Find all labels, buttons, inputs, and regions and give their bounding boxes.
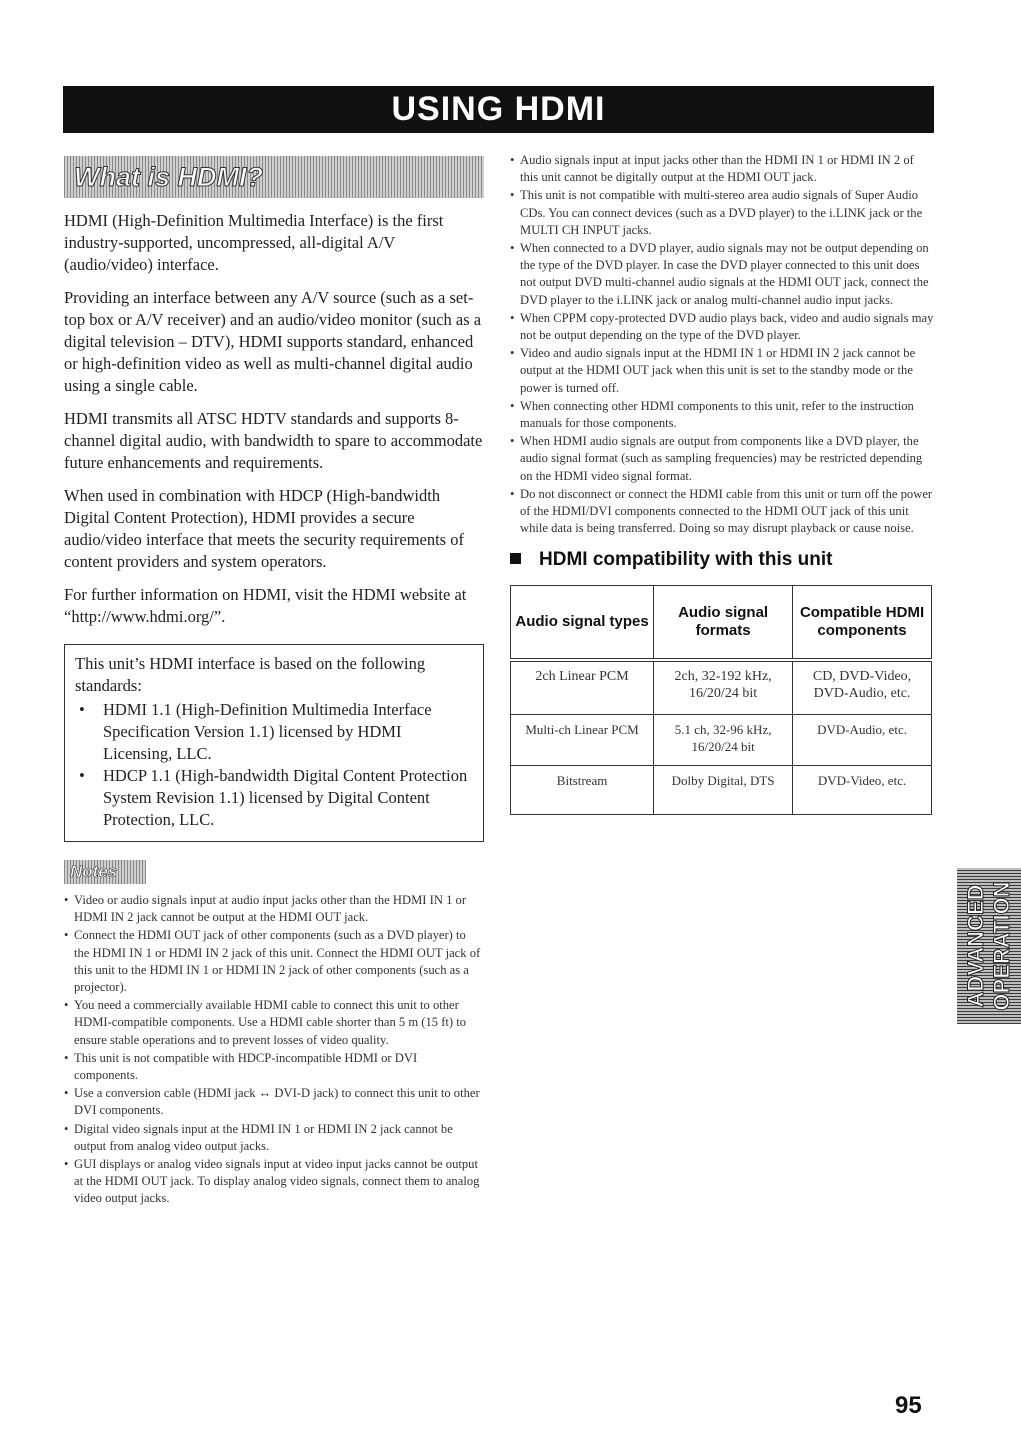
table-cell: Bitstream — [511, 766, 654, 815]
note-item: • Video and audio signals input at the HDMI IN 1 or HDMI IN 2 jack cannot be output at the HDMI OUT jack when this unit is set to the standby mode or the power is turned off. — [510, 345, 935, 397]
table-header: Audio signal types — [511, 586, 654, 661]
note-item: • This unit is not compatible with HDCP-incompatible HDMI or DVI components. — [64, 1050, 484, 1084]
side-tab-line: OPERATION — [989, 881, 1014, 1011]
standards-box — [64, 644, 484, 842]
compatibility-table — [510, 585, 932, 815]
note-item: • Connect the HDMI OUT jack of other components (such as a DVD player) to the HDMI IN 1 or HDMI IN 2 jack of this unit. Connect the HDMI OUT jack of this unit to the HDMI IN 1 or HDMI IN 2 jack of other components (such as a projector). — [64, 927, 484, 996]
side-tab-line: ADVANCED — [963, 884, 988, 1008]
table-row — [511, 715, 932, 766]
notes-list — [64, 892, 484, 1208]
page-banner: USING HDMI — [63, 86, 934, 133]
notes-heading: Notes — [64, 860, 146, 884]
standard-item: • HDMI 1.1 (High-Definition Multimedia Interface Specification Version 1.1) licensed by HDMI Licensing, LLC. — [75, 699, 473, 765]
side-tab-label — [957, 868, 1021, 1024]
standards-intro: This unit’s HDMI interface is based on the following standards: — [75, 654, 426, 695]
table-header: Audio signal formats — [654, 586, 793, 661]
table-cell: 2ch Linear PCM — [511, 660, 654, 715]
note-item: • Use a conversion cable (HDMI jack ↔ DVI-D jack) to connect this unit to other DVI components. — [64, 1085, 484, 1119]
section-side-tab — [957, 868, 1021, 1024]
table-cell: 2ch, 32-192 kHz, 16/20/24 bit — [654, 660, 793, 715]
intro-paragraph: HDMI (High-Definition Multimedia Interface) is the first industry-supported, uncompressed, all-digital A/V (audio/video) interface. — [64, 211, 444, 274]
note-item: • Audio signals input at input jacks other than the HDMI IN 1 or HDMI IN 2 of this unit cannot be digitally output at the HDMI OUT jack. — [510, 152, 935, 186]
table-cell: DVD-Video, etc. — [793, 766, 932, 815]
right-column — [510, 152, 935, 815]
compatibility-heading — [510, 549, 935, 571]
note-item: • GUI displays or analog video signals input at video input jacks cannot be output at the HDMI OUT jack. To display analog video signals, connect them to analog video output jacks. — [64, 1156, 484, 1208]
right-notes-list — [510, 152, 935, 537]
table-row — [511, 766, 932, 815]
left-column — [64, 156, 484, 1209]
website-paragraph: For further information on HDMI, visit the HDMI website at “http://www.hdmi.org/”. — [64, 585, 467, 626]
note-item: • Digital video signals input at the HDMI IN 1 or HDMI IN 2 jack cannot be output from analog video output jacks. — [64, 1121, 484, 1155]
square-bullet-icon — [510, 553, 521, 564]
atsc-paragraph: HDMI transmits all ATSC HDTV standards and supports 8-channel digital audio, with bandwidth to spare to accommodate future enhancements and requirements. — [64, 409, 483, 472]
standards-list — [75, 699, 473, 831]
table-row — [511, 660, 932, 715]
hdcp-paragraph: When used in combination with HDCP (High-bandwidth Digital Content Protection), HDMI provides a secure audio/video interface that meets the security requirements of content providers and system operators. — [64, 486, 464, 571]
page-number: 95 — [895, 1392, 922, 1419]
compatibility-heading-text: HDMI compatibility with this unit — [539, 549, 833, 571]
table-cell: DVD-Audio, etc. — [793, 715, 932, 766]
table-cell: Multi-ch Linear PCM — [511, 715, 654, 766]
note-item: • You need a commercially available HDMI cable to connect this unit to other HDMI-compatible components. Use a HDMI cable shorter than 5 m (15 ft) to ensure stable operations and to prevent losses of video quality. — [64, 997, 484, 1049]
note-item: • When connected to a DVD player, audio signals may not be output depending on the type of the DVD player. In case the DVD player connected to this unit does not output DVD multi-channel audio signals at the HDMI OUT jack, connect the DVD player to the i.LINK jack or analog multi-channel audio input jacks. — [510, 240, 935, 309]
note-item: • Video or audio signals input at audio input jacks other than the HDMI IN 1 or HDMI IN 2 jack cannot be output at the HDMI OUT jack. — [64, 892, 484, 926]
table-cell: 5.1 ch, 32-96 kHz, 16/20/24 bit — [654, 715, 793, 766]
note-item: • When connecting other HDMI components to this unit, refer to the instruction manuals for those components. — [510, 398, 935, 432]
note-item: • When CPPM copy-protected DVD audio plays back, video and audio signals may not be output depending on the type of the DVD player. — [510, 310, 935, 344]
note-item: • When HDMI audio signals are output from components like a DVD player, the audio signal format (such as sampling frequencies) may be restricted depending on the HDMI video signal format. — [510, 433, 935, 485]
standard-item: • HDCP 1.1 (High-bandwidth Digital Content Protection System Revision 1.1) licensed by Digital Content Protection, LLC. — [75, 765, 473, 831]
note-item: • This unit is not compatible with multi-stereo area audio signals of Super Audio CDs. You can connect devices (such as a DVD player) to the i.LINK jack or the MULTI CH INPUT jacks. — [510, 187, 935, 239]
table-cell: CD, DVD-Video, DVD-Audio, etc. — [793, 660, 932, 715]
interface-paragraph: Providing an interface between any A/V source (such as a set-top box or A/V receiver) and an audio/video monitor (such as a digital television – DTV), HDMI supports standard, enhanced or high-definition video as well as multi-channel digital audio using a single cable. — [64, 288, 482, 395]
what-is-hdmi-heading: What is HDMI? — [64, 156, 484, 198]
table-header: Compatible HDMI components — [793, 586, 932, 661]
table-cell: Dolby Digital, DTS — [654, 766, 793, 815]
note-item: • Do not disconnect or connect the HDMI cable from this unit or turn off the power of the HDMI/DVI components connected to the HDMI OUT jack of this unit while data is being transferred. Doing so may disrupt playback or cause noise. — [510, 486, 935, 538]
